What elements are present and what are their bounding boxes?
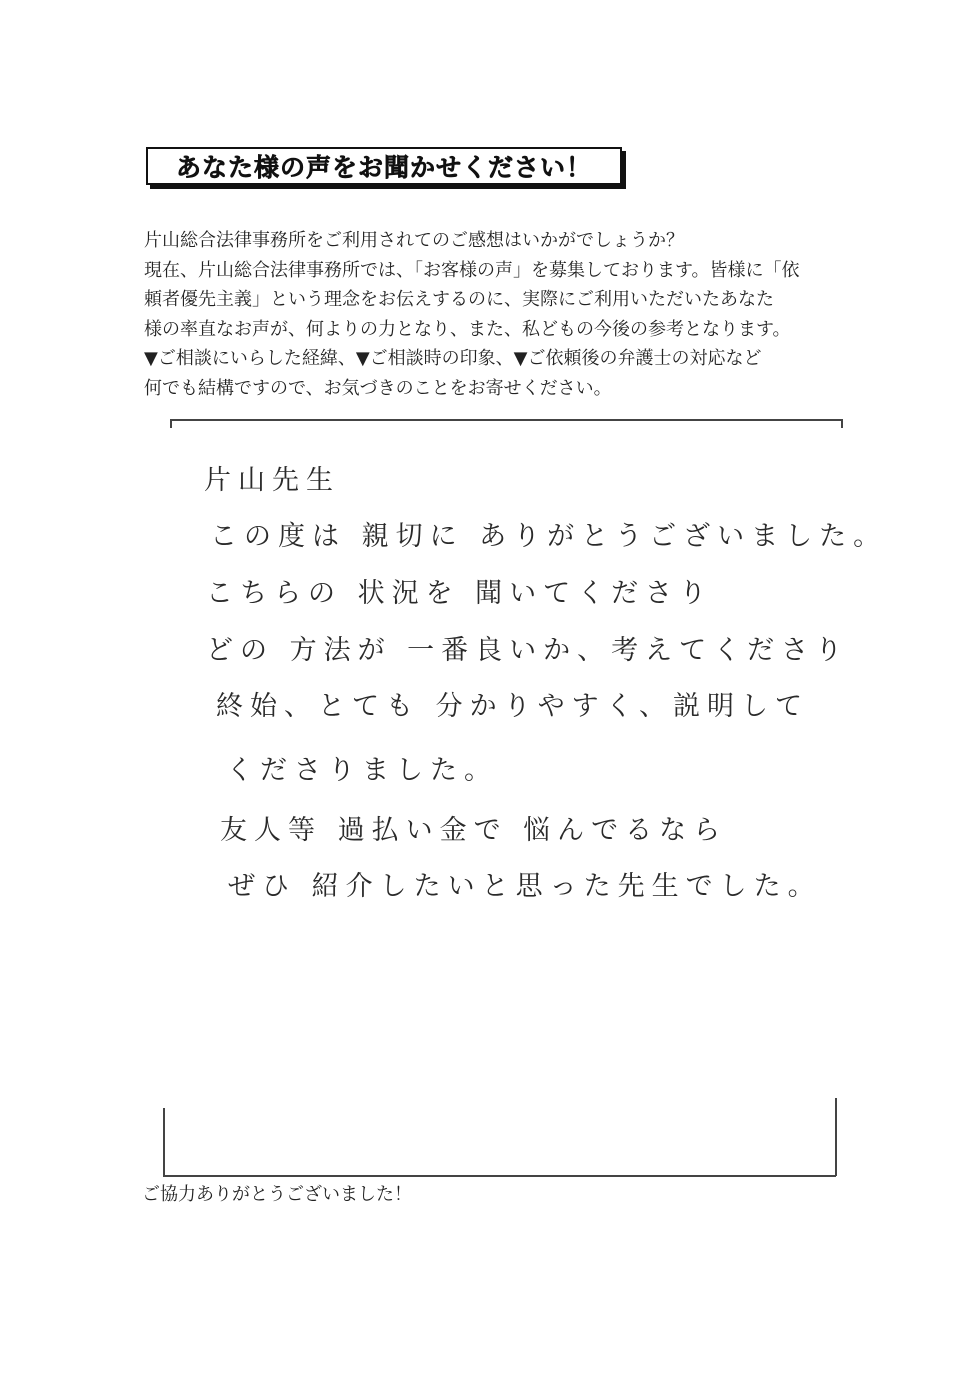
comment-box-right-tick — [841, 419, 843, 428]
comment-box-left-border — [163, 1108, 165, 1176]
comment-box-left-tick — [170, 419, 172, 428]
intro-line: 何でも結構ですので、お気づきのことをお寄せください。 — [144, 377, 612, 399]
handwritten-line: 片山先生 — [204, 465, 340, 496]
comment-box-bottom-border — [163, 1175, 836, 1177]
intro-text — [144, 226, 864, 404]
handwritten-line: 友人等 過払い金で 悩んでるなら — [220, 815, 728, 846]
intro-line: 片山総合法律事務所をご利用されてのご感想はいかがでしょうか？ — [144, 230, 684, 251]
intro-line: 様の率直なお声が、何よりの力となり、また、私どもの今後の参考となります。 — [144, 318, 791, 340]
handwritten-line: この度は 親切に ありがとうございました。 — [210, 521, 888, 552]
handwritten-line: くださりました。 — [226, 755, 498, 786]
handwritten-line: こちらの 状況を 聞いてくださり — [206, 578, 714, 609]
comment-box-top-border — [170, 419, 842, 421]
intro-line: ▼ご相談にいらした経緯、▼ご相談時の印象、▼ご依頼後の弁護士の対応など — [144, 348, 762, 370]
page-title: あなた様の声をお聞かせください！ — [175, 153, 592, 182]
handwritten-line: ぜひ 紹介したいと思った先生でした。 — [228, 871, 822, 902]
handwritten-line: どの 方法が 一番良いか、考えてくださり — [206, 635, 850, 666]
closing-message: ご協力ありがとうございました！ — [142, 1184, 412, 1205]
handwritten-line: 終始、とても 分かりやすく、説明して — [216, 691, 810, 722]
comment-box-right-border — [835, 1098, 837, 1176]
title-box — [146, 147, 622, 185]
intro-line: 頼者優先主義」という理念をお伝えするのに、実際にご利用いただいたあなた — [144, 289, 774, 311]
intro-line: 現在、片山総合法律事務所では、「お客様の声」を募集しております。皆様に「依 — [144, 259, 800, 281]
